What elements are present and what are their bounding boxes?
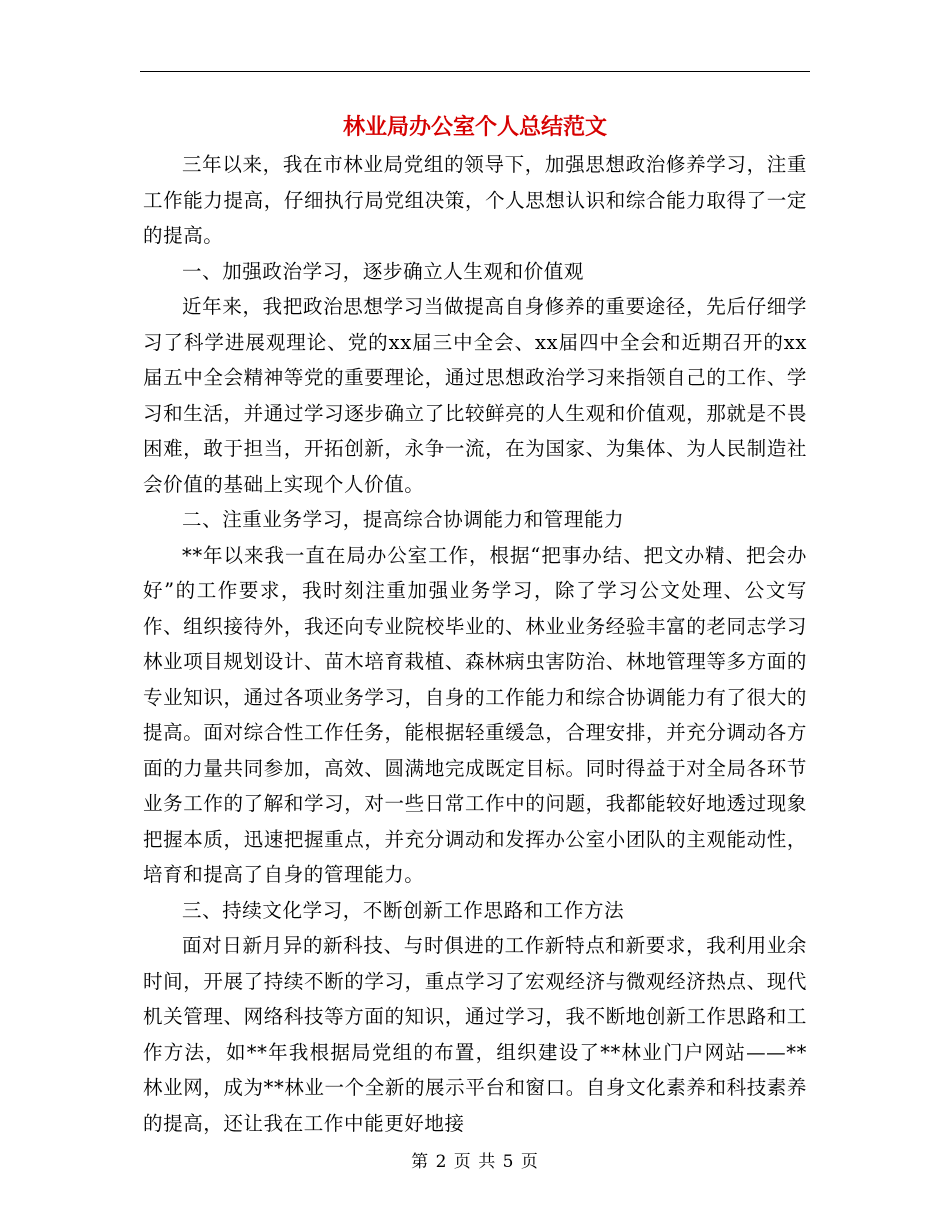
section-3-paragraph: 面对日新月异的新科技、与时俱进的工作新特点和新要求，我利用业余时间，开展了持续不断的学习，重点学习了宏观经济与微观经济热点、现代机关管理、网络科技等方面的知识，通过学习，我不断地创新工作思路和工作方法，如**年我根据局党组的布置，组织建设了**林业门户网站——**林业网，成为**林业一个全新的展示平台和窗口。自身文化素养和科技素养的提高，还让我在工作中能更好地接	[143, 934, 807, 1135]
page-number-footer: 第 2 页 共 5 页	[411, 1152, 539, 1172]
document-body	[143, 147, 807, 1141]
intro-paragraph: 三年以来，我在市林业局党组的领导下，加强思想政治修养学习，注重工作能力提高，仔细执行局党组决策，个人思想认识和综合能力取得了一定的提高。	[143, 153, 807, 247]
header-rule	[140, 71, 810, 72]
section-1-paragraph: 近年来，我把政治思想学习当做提高自身修养的重要途径，先后仔细学习了科学进展观理论、党的xx届三中全会、xx届四中全会和近期召开的xx届五中全会精神等党的重要理论，通过思想政治学习来指领自己的工作、学习和生活，并通过学习逐步确立了比较鲜亮的人生观和价值观，那就是不畏困难，敢于担当，开拓创新，永争一流，在为国家、为集体、为人民制造社会价值的基础上实现个人价值。	[143, 295, 807, 496]
section-heading-3: 三、持续文化学习，不断创新工作思路和工作方法	[182, 898, 625, 922]
section-heading-2: 二、注重业务学习，提高综合协调能力和管理能力	[182, 508, 625, 531]
section-heading-1: 一、加强政治学习，逐步确立人生观和价值观	[182, 259, 585, 283]
section-2-paragraph: **年以来我一直在局办公室工作，根据“把事办结、把文办精、把会办好”的工作要求，我时刻注重加强业务学习，除了学习公文处理、公文写作、组织接待外，我还向专业院校毕业的、林业业务经验丰富的老同志学习林业项目规划设计、苗木培育栽植、森林病虫害防治、林地管理等多方面的专业知识，通过各项业务学习，自身的工作能力和综合协调能力有了很大的提高。面对综合性工作任务，能根据轻重缓急，合理安排，并充分调动各方面的力量共同参加，高效、圆满地完成既定目标。同时得益于对全局各环节业务工作的了解和学习，对一些日常工作中的问题，我都能较好地透过现象把握本质，迅速把握重点，并充分调动和发挥办公室小团队的主观能动性，培育和提高了自身的管理能力。	[143, 543, 807, 886]
document-title: 林业局办公室个人总结范文	[342, 115, 607, 140]
